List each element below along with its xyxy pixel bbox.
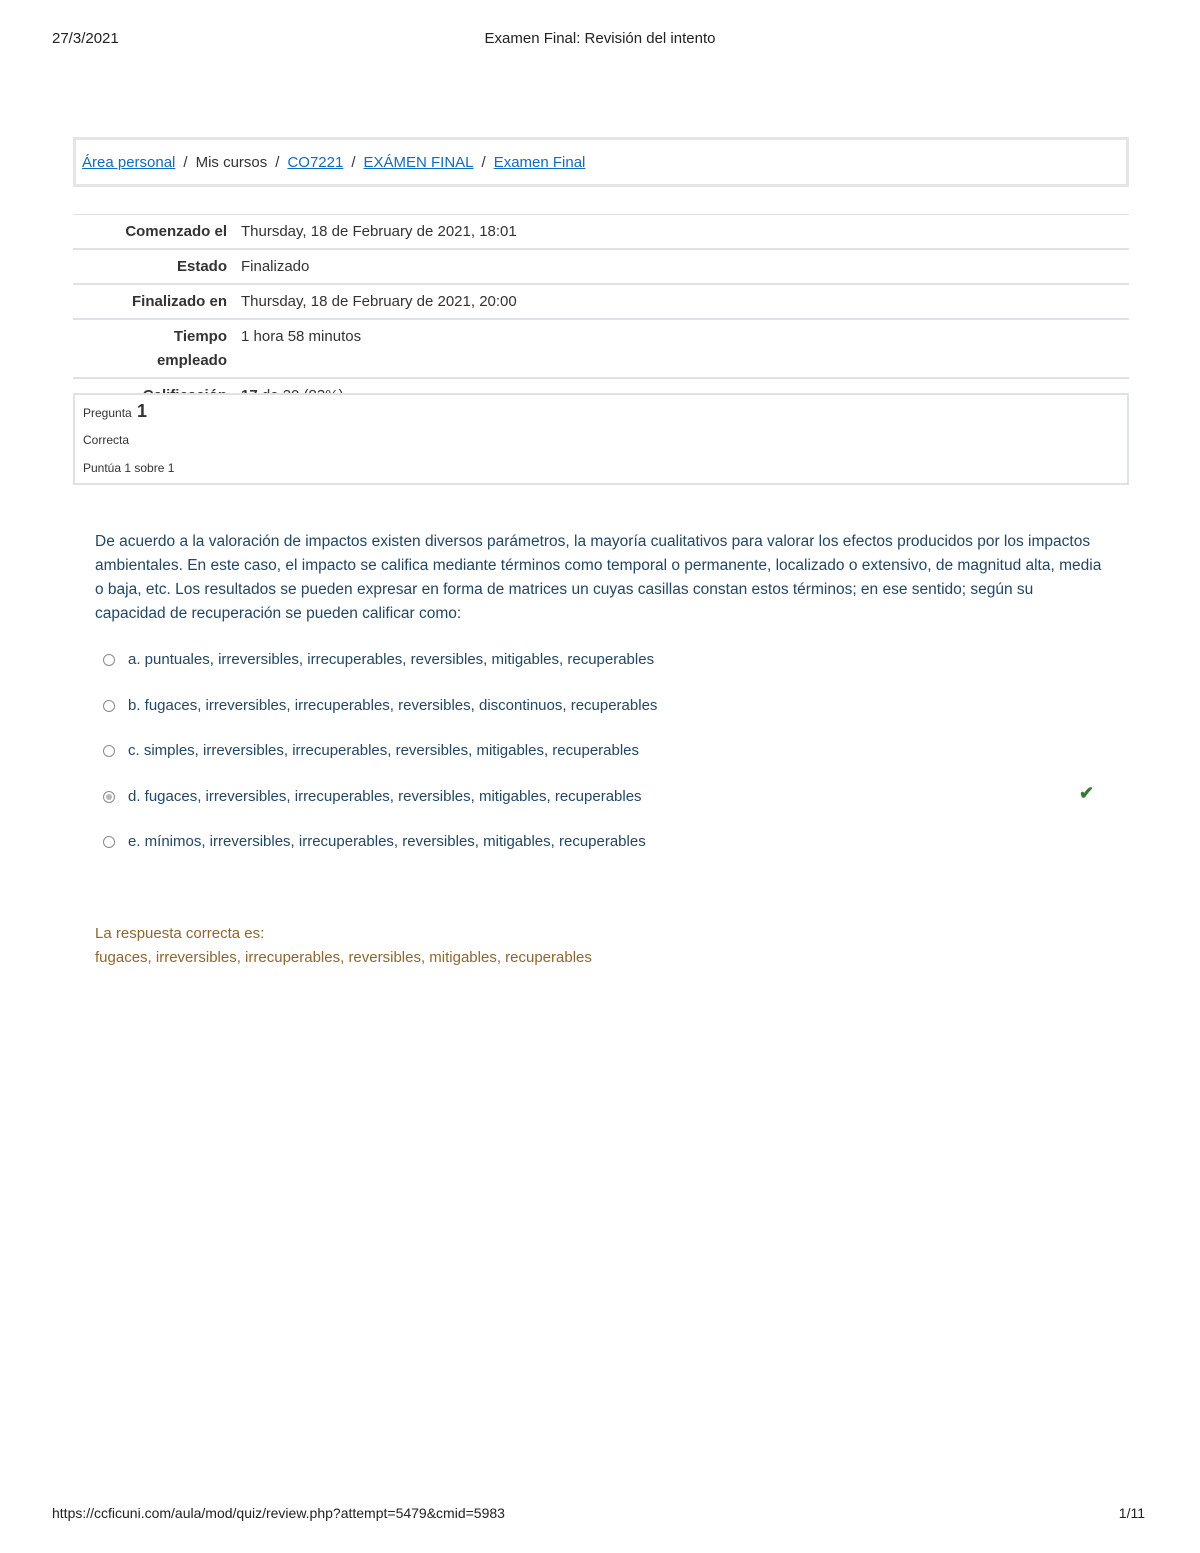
radio-button[interactable]: [103, 745, 115, 757]
question-text: De acuerdo a la valoración de impactos existen diversos parámetros, la mayoría cualitativos para valorar los efectos producidos por los impactos ambientales. En este caso, el impacto se califica mediante términos como temporal o permanente, localizado o extensivo, de magnitud alta, media o baja, etc. Los resultados se pueden expresar en forma de matrices un cuyas casillas constan estos términos; en ese sentido; según su capacidad de recuperación se pueden calificar como:: [95, 533, 1102, 622]
answer-option-c[interactable]: [103, 741, 1103, 787]
feedback-label: La respuesta correcta es:: [95, 925, 265, 942]
breadcrumb-item-mis-cursos: Mis cursos: [195, 154, 268, 171]
summary-row-started: [73, 215, 1129, 250]
answer-option-label: c. simples, irreversibles, irrecuperables, reversibles, mitigables, recuperables: [128, 742, 640, 759]
answer-option-label: d. fugaces, irreversibles, irrecuperables, reversibles, mitigables, recuperables: [128, 787, 642, 805]
state-value: Finalizado: [241, 258, 310, 275]
breadcrumb-separator: /: [481, 154, 486, 171]
summary-row-time: [73, 320, 1129, 379]
question-number-label: Pregunta: [83, 406, 132, 420]
started-label: Comenzado el: [125, 223, 227, 240]
answer-option-label: e. mínimos, irreversibles, irrecuperables, reversibles, mitigables, recuperables: [128, 833, 646, 850]
question-number: [83, 401, 147, 422]
breadcrumb-container: [73, 137, 1129, 187]
breadcrumb-item-quiz[interactable]: Examen Final: [493, 154, 586, 171]
time-value: 1 hora 58 minutos: [241, 328, 362, 345]
feedback-answer: fugaces, irreversibles, irrecuperables, reversibles, mitigables, recuperables: [95, 949, 592, 966]
print-url: https://ccficuni.com/aula/mod/quiz/review.php?attempt=5479&cmid=5983: [52, 1505, 505, 1521]
state-label: Estado: [176, 258, 227, 275]
breadcrumb-separator: /: [275, 154, 280, 171]
breadcrumb-item-course[interactable]: CO7221: [287, 154, 344, 171]
breadcrumb: [82, 154, 585, 171]
check-icon: ✔: [1079, 782, 1095, 803]
answer-option-b[interactable]: [103, 696, 1103, 742]
radio-button-selected[interactable]: [103, 791, 115, 803]
radio-button[interactable]: [103, 700, 115, 712]
time-label-line-1: Tiempo: [173, 328, 227, 345]
radio-button[interactable]: [103, 836, 115, 848]
question-info-box: [73, 393, 1129, 485]
print-date: 27/3/2021: [52, 30, 119, 47]
time-label-line-2: empleado: [156, 352, 227, 369]
started-value: Thursday, 18 de February de 2021, 18:01: [241, 223, 517, 240]
radio-button[interactable]: [103, 654, 115, 666]
summary-row-finished: [73, 285, 1129, 320]
breadcrumb-separator: /: [351, 154, 356, 171]
answer-options: [103, 650, 1103, 878]
print-page-title: Examen Final: Revisión del intento: [484, 30, 716, 47]
breadcrumb-item-area-personal[interactable]: Área personal: [82, 154, 176, 171]
summary-row-state: [73, 250, 1129, 285]
breadcrumb-separator: /: [183, 154, 188, 171]
finished-label: Finalizado en: [131, 293, 227, 310]
question-number-value: 1: [137, 401, 148, 421]
answer-option-e[interactable]: [103, 832, 1103, 878]
correct-answer-feedback: [95, 922, 592, 970]
answer-option-d[interactable]: [103, 782, 1103, 833]
attempt-summary-table: [73, 214, 1129, 414]
answer-option-label: a. puntuales, irreversibles, irrecuperables, reversibles, mitigables, recuperables: [128, 651, 655, 668]
question-state: Correcta: [83, 433, 130, 447]
question-mark: Puntúa 1 sobre 1: [83, 461, 175, 475]
breadcrumb-item-section[interactable]: EXÁMEN FINAL: [363, 154, 474, 171]
print-page-number: 1/11: [1118, 1505, 1145, 1521]
time-label: [73, 320, 241, 377]
answer-option-label: b. fugaces, irreversibles, irrecuperables, reversibles, discontinuos, recuperables: [128, 696, 658, 714]
answer-option-a[interactable]: [103, 650, 1103, 696]
finished-value: Thursday, 18 de February de 2021, 20:00: [241, 293, 517, 310]
